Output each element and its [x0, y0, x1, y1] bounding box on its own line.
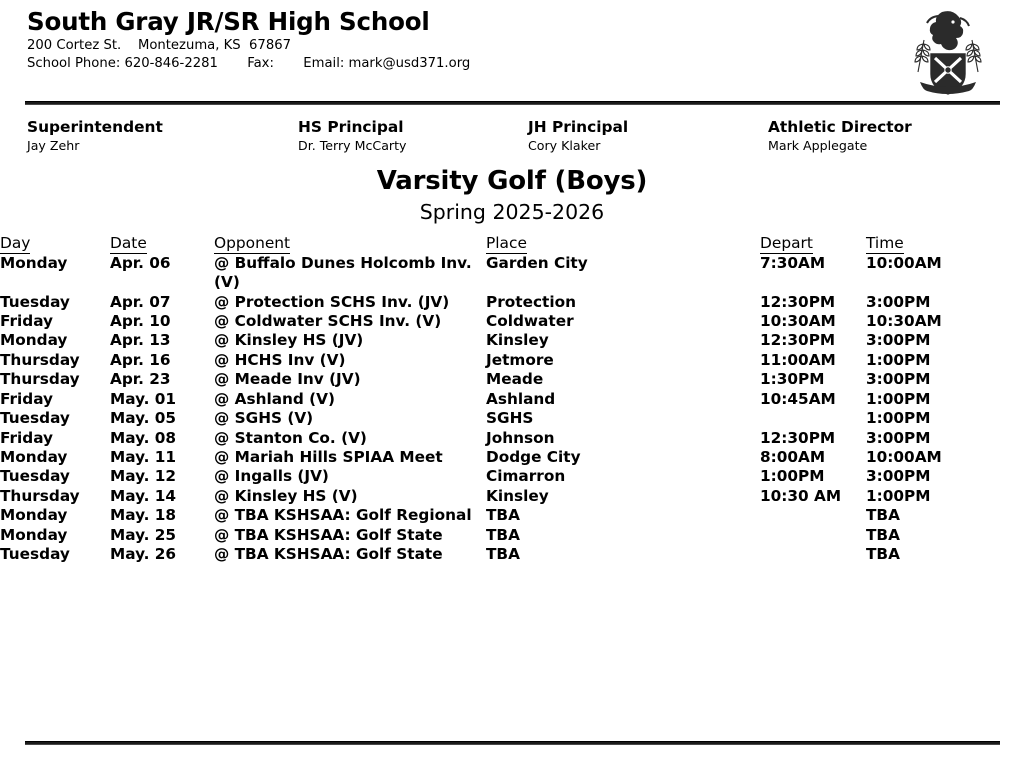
table-row: [0, 390, 1024, 409]
cell-day: Monday: [0, 448, 68, 466]
page-title: Varsity Golf (Boys): [376, 166, 648, 196]
cell-day: Tuesday: [0, 409, 70, 428]
cell-day: Monday: [0, 331, 68, 350]
footer-divider-bottom: [25, 741, 1000, 745]
cell-date: May. 26: [110, 545, 177, 564]
cell-opponent: @ Ingalls (JV): [214, 467, 329, 486]
cell-time: 1:00PM: [866, 409, 931, 428]
administrator-jh-principal: [528, 118, 628, 154]
cell-day: Monday: [0, 506, 68, 525]
column-header-opponent: Opponent: [214, 234, 291, 252]
table-row: [0, 487, 1024, 506]
cell-day: Tuesday: [0, 292, 70, 311]
cell-time: 1:00PM: [866, 486, 931, 505]
table-row: [0, 545, 1024, 564]
cell-depart: 7:30AM: [760, 253, 826, 272]
cell-date: Apr. 13: [110, 331, 171, 350]
cell-place: Dodge City: [486, 448, 581, 466]
schedule-table-body: [0, 254, 1024, 565]
cell-date: May. 08: [110, 428, 177, 447]
column-header-place: Place: [486, 234, 527, 252]
table-row: [0, 448, 1024, 467]
cell-time: 3:00PM: [866, 331, 931, 350]
cell-opponent: @ TBA KSHSAA: Golf State: [214, 525, 443, 544]
cell-date: May. 14: [110, 486, 177, 505]
cell-time: 10:30AM: [866, 312, 942, 331]
cell-date: Apr. 10: [110, 312, 171, 331]
administrator-name: Mark Applegate: [768, 137, 868, 153]
school-crest-icon: [894, 6, 1002, 96]
administrator-name: Jay Zehr: [27, 137, 80, 153]
table-row: [0, 370, 1024, 389]
cell-day: Friday: [0, 389, 54, 408]
cell-place: TBA: [486, 545, 520, 564]
table-row: [0, 254, 1024, 293]
cell-time: TBA: [866, 545, 900, 564]
cell-day: Friday: [0, 428, 54, 447]
schedule-table: [0, 234, 1024, 565]
cell-opponent: @ Meade Inv (JV): [214, 370, 361, 389]
cell-depart: [760, 409, 866, 428]
cell-opponent: @ HCHS Inv (V): [214, 350, 346, 369]
schedule-table-head: [0, 234, 1024, 254]
cell-place: Kinsley: [486, 486, 549, 505]
cell-place: Johnson: [486, 428, 555, 447]
cell-day: Tuesday: [0, 467, 70, 486]
cell-depart: 12:30PM: [760, 331, 836, 350]
cell-opponent: @ Mariah Hills SPIAA Meet: [214, 448, 443, 466]
season-subtitle: Spring 2025-2026: [419, 199, 605, 224]
cell-date: Apr. 06: [110, 253, 171, 272]
cell-day: Friday: [0, 312, 54, 331]
table-row: [0, 331, 1024, 350]
cell-place: TBA: [486, 525, 520, 544]
table-row: [0, 467, 1024, 486]
cell-depart: 10:45AM: [760, 389, 836, 408]
cell-opponent: @ Buffalo Dunes Holcomb Inv.(V): [214, 253, 472, 292]
cell-day: Thursday: [0, 370, 80, 389]
cell-date: May. 05: [110, 409, 177, 428]
administrator-name: Dr. Terry McCarty: [298, 137, 407, 153]
cell-opponent: @ Protection SCHS Inv. (JV): [214, 292, 450, 311]
school-contact: School Phone: 620-846-2281 Fax: Email: mark@usd371.org: [27, 55, 471, 71]
table-header-row: [0, 234, 1024, 254]
administrator-title: JH Principal: [528, 118, 629, 136]
column-header-day: Day: [0, 234, 31, 252]
title-block: [0, 166, 1024, 224]
cell-place: Kinsley: [486, 331, 549, 350]
cell-date: May. 18: [110, 506, 177, 525]
table-row: [0, 293, 1024, 312]
cell-depart: 1:00PM: [760, 467, 825, 486]
cell-opponent: @ SGHS (V): [214, 409, 314, 428]
cell-time: 3:00PM: [866, 292, 931, 311]
table-row: [0, 351, 1024, 370]
cell-date: May. 25: [110, 525, 177, 544]
cell-time: 10:00AM: [866, 448, 942, 466]
table-row: [0, 409, 1024, 428]
cell-depart: 10:30 AM: [760, 486, 842, 505]
cell-depart: 10:30AM: [760, 312, 836, 331]
cell-date: Apr. 07: [110, 292, 171, 311]
cell-opponent: @ Coldwater SCHS Inv. (V): [214, 312, 442, 331]
cell-depart: 8:00AM: [760, 448, 826, 466]
cell-time: 3:00PM: [866, 370, 931, 389]
administrator-superintendent: [27, 118, 163, 154]
cell-time: TBA: [866, 506, 900, 525]
cell-opponent: @ Kinsley HS (V): [214, 486, 358, 505]
cell-date: May. 11: [110, 448, 177, 466]
cell-time: TBA: [866, 525, 900, 544]
letterhead: [27, 8, 887, 73]
cell-depart: 1:30PM: [760, 370, 825, 389]
cell-place: Garden City: [486, 253, 588, 272]
schedule-table-wrapper: [0, 234, 1024, 565]
cell-time: 10:00AM: [866, 253, 942, 272]
table-row: [0, 429, 1024, 448]
cell-opponent: @ TBA KSHSAA: Golf Regional: [214, 506, 472, 525]
cell-depart: [760, 506, 866, 525]
table-row: [0, 526, 1024, 545]
cell-opponent: @ TBA KSHSAA: Golf State: [214, 545, 443, 564]
administrator-name: Cory Klaker: [528, 137, 601, 153]
cell-time: 1:00PM: [866, 350, 931, 369]
cell-place: TBA: [486, 506, 520, 525]
school-address: 200 Cortez St. Montezuma, KS 67867: [27, 38, 291, 54]
administrators-row: [0, 118, 1024, 162]
school-name: South Gray JR/SR High School: [27, 7, 430, 36]
administrator-hs-principal: [298, 118, 406, 154]
column-header-time: Time: [866, 234, 904, 252]
cell-date: May. 01: [110, 389, 177, 408]
cell-depart: [760, 526, 866, 545]
cell-date: May. 12: [110, 467, 177, 486]
cell-time: 3:00PM: [866, 428, 931, 447]
cell-place: Meade: [486, 370, 544, 389]
cell-depart: 12:30PM: [760, 428, 836, 447]
header-divider-top: [25, 101, 1000, 105]
table-row: [0, 506, 1024, 525]
administrator-title: HS Principal: [298, 118, 404, 136]
cell-time: 1:00PM: [866, 389, 931, 408]
cell-place: Ashland: [486, 389, 556, 408]
table-row: [0, 312, 1024, 331]
cell-date: Apr. 23: [110, 370, 171, 389]
cell-day: Monday: [0, 253, 68, 272]
cell-opponent: @ Kinsley HS (JV): [214, 331, 364, 350]
cell-place: Jetmore: [486, 350, 554, 369]
cell-day: Tuesday: [0, 545, 70, 564]
cell-place: Coldwater: [486, 312, 574, 331]
cell-place: SGHS: [486, 409, 534, 428]
cell-opponent: @ Ashland (V): [214, 389, 336, 408]
cell-day: Thursday: [0, 350, 80, 369]
column-header-depart: Depart: [760, 234, 813, 252]
cell-depart: 11:00AM: [760, 350, 836, 369]
cell-date: Apr. 16: [110, 350, 171, 369]
administrator-title: Athletic Director: [768, 118, 912, 136]
administrator-athletic-director: [768, 118, 912, 154]
cell-day: Monday: [0, 525, 68, 544]
cell-day: Thursday: [0, 486, 80, 505]
column-header-date: Date: [110, 234, 147, 252]
cell-time: 3:00PM: [866, 467, 931, 486]
administrator-title: Superintendent: [27, 118, 163, 136]
cell-opponent: @ Stanton Co. (V): [214, 428, 367, 447]
cell-depart: [760, 545, 866, 564]
cell-place: Protection: [486, 292, 576, 311]
cell-place: Cimarron: [486, 467, 566, 486]
cell-depart: 12:30PM: [760, 292, 836, 311]
